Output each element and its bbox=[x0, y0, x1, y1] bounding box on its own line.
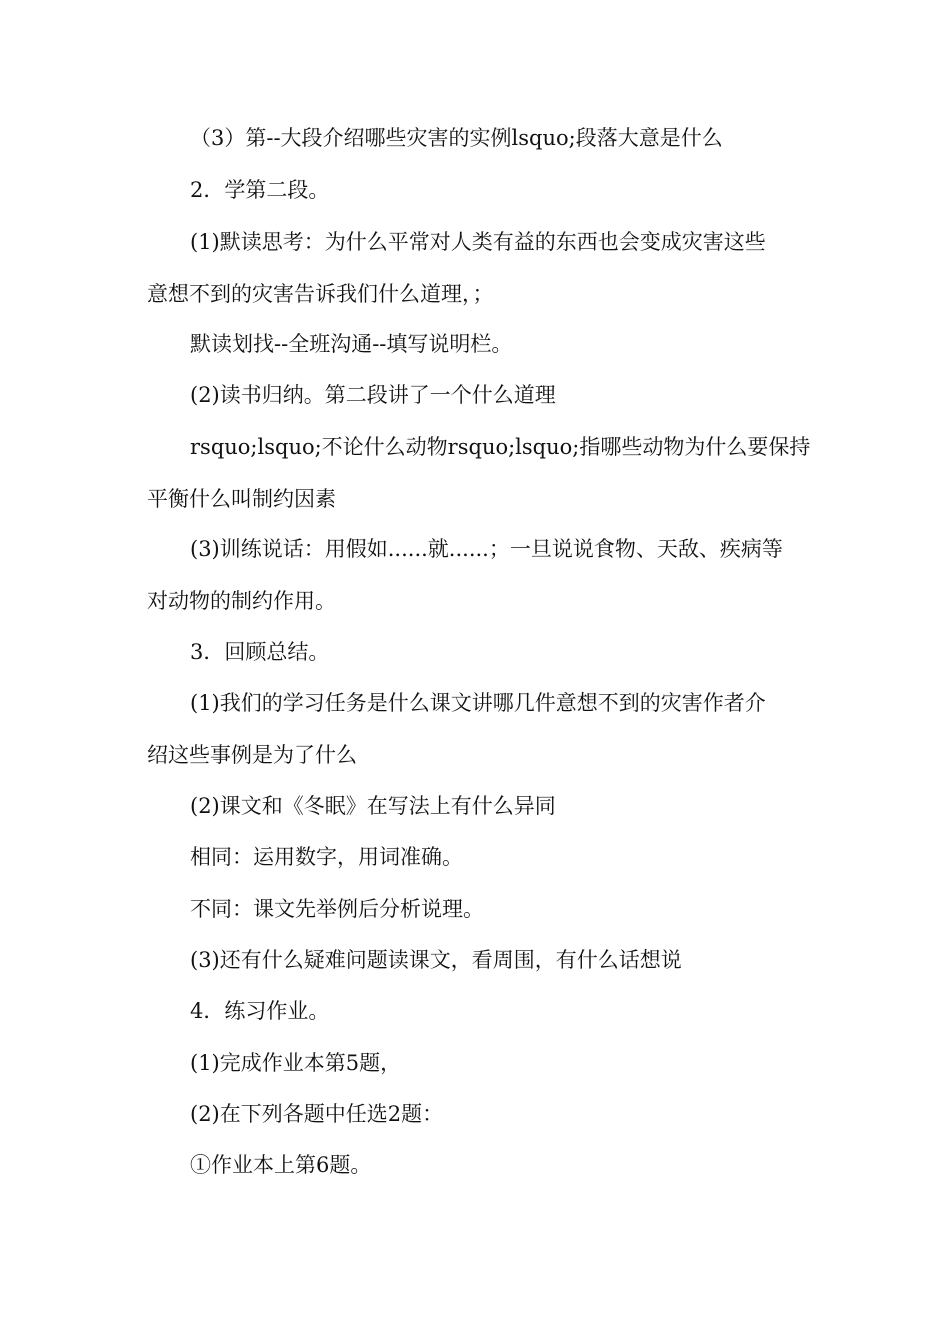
paragraph-line: (3)训练说话：用假如......就......；一旦说说食物、天敌、疾病等 bbox=[190, 537, 783, 561]
paragraph-1 bbox=[147, 112, 803, 164]
paragraph-line: (1)默读思考：为什么平常对人类有益的东西也会变成灾害这些 bbox=[190, 230, 766, 254]
paragraph-8 bbox=[147, 626, 803, 678]
paragraph-line: 4．练习作业。 bbox=[190, 999, 330, 1023]
paragraph-2 bbox=[147, 164, 803, 216]
paragraph-line: 绍这些事例是为了什么 bbox=[147, 743, 357, 767]
paragraph-17 bbox=[147, 1139, 803, 1191]
paragraph-7 bbox=[147, 523, 803, 627]
paragraph-line: 相同：运用数字，用词准确。 bbox=[190, 845, 463, 869]
paragraph-16 bbox=[147, 1088, 803, 1140]
paragraph-line: rsquo;lsquo;不论什么动物rsquo;lsquo;指哪些动物为什么要保持 bbox=[190, 435, 811, 459]
paragraph-5 bbox=[147, 369, 803, 421]
paragraph-line: 意想不到的灾害告诉我们什么道理，； bbox=[147, 282, 494, 306]
paragraph-line: (1)我们的学习任务是什么课文讲哪几件意想不到的灾害作者介 bbox=[190, 691, 766, 715]
paragraph-line: 平衡什么叫制约因素 bbox=[147, 487, 336, 511]
paragraph-line: 3．回顾总结。 bbox=[190, 640, 330, 664]
paragraph-line: (2)在下列各题中任选2题： bbox=[190, 1102, 444, 1126]
paragraph-14 bbox=[147, 985, 803, 1037]
paragraph-line: (1)完成作业本第5题， bbox=[190, 1051, 402, 1075]
paragraph-line: 不同：课文先举例后分析说理。 bbox=[190, 897, 484, 921]
paragraph-line: （3）第--大段介绍哪些灾害的实例lsquo;段落大意是什么 bbox=[190, 126, 723, 150]
paragraph-line: (3)还有什么疑难问题读课文，看周围，有什么话想说 bbox=[190, 948, 682, 972]
paragraph-line: (2)读书归纳。第二段讲了一个什么道理 bbox=[190, 383, 556, 407]
paragraph-line: ①作业本上第6题。 bbox=[190, 1153, 372, 1177]
paragraph-15 bbox=[147, 1037, 803, 1089]
paragraph-13 bbox=[147, 934, 803, 986]
paragraph-9 bbox=[147, 677, 803, 781]
paragraph-11 bbox=[147, 831, 803, 883]
paragraph-line: (2)课文和《冬眠》在写法上有什么异同 bbox=[190, 794, 556, 818]
paragraph-3 bbox=[147, 216, 803, 320]
paragraph-10 bbox=[147, 780, 803, 832]
paragraph-4 bbox=[147, 318, 803, 370]
paragraph-line: 默读划找--全班沟通--填写说明栏。 bbox=[190, 332, 513, 356]
paragraph-12 bbox=[147, 883, 803, 935]
paragraph-6 bbox=[147, 421, 811, 525]
paragraph-line: 对动物的制约作用。 bbox=[147, 589, 336, 613]
paragraph-line: 2．学第二段。 bbox=[190, 178, 330, 202]
